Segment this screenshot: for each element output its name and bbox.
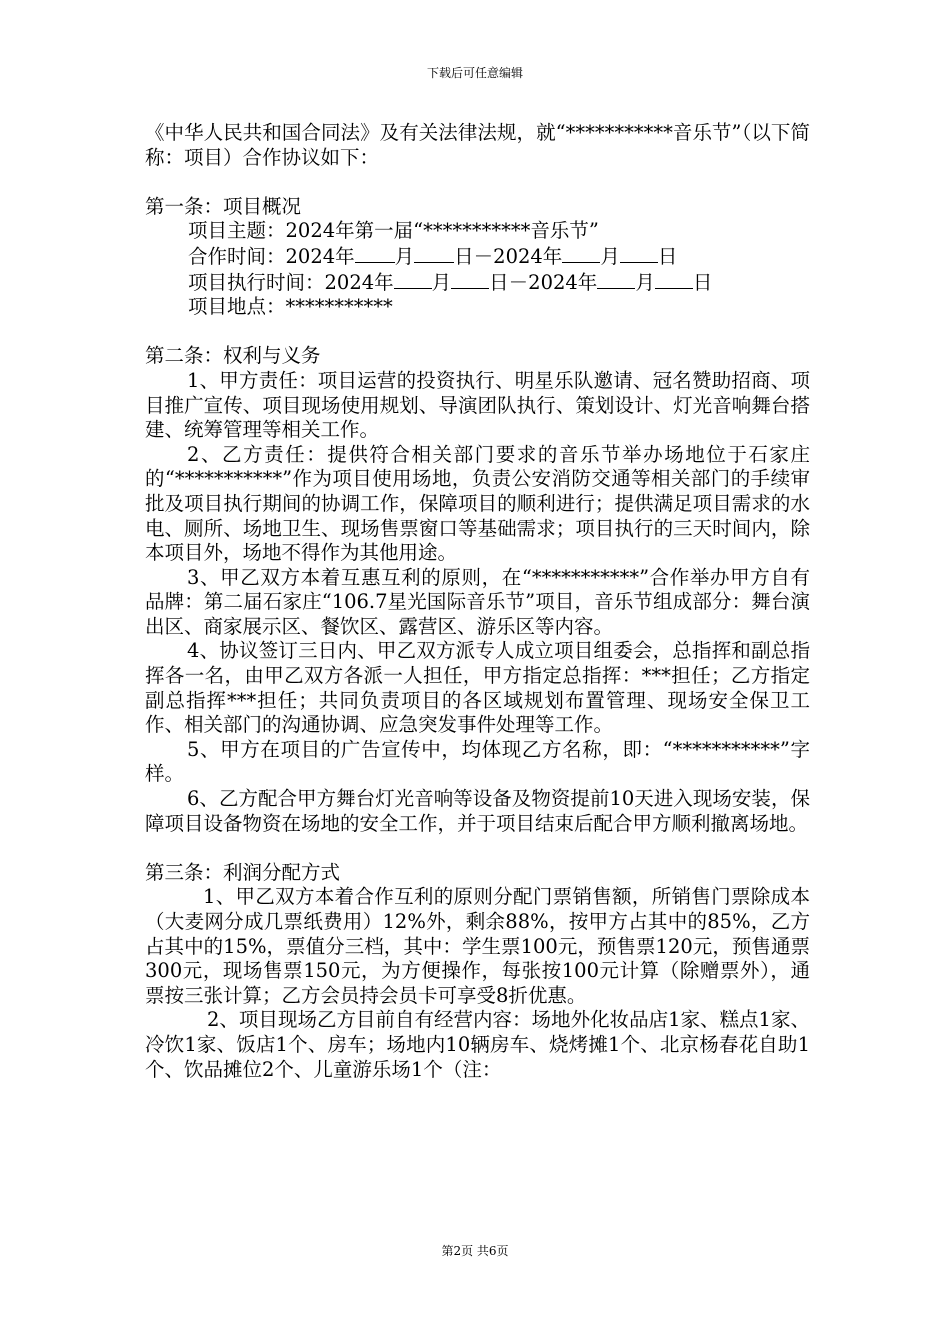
- cooperation-time-label: 合作时间：: [188, 244, 286, 268]
- blank-line: [355, 244, 395, 263]
- execution-time: 项目执行时间：2024年 月 日－2024年 月 日: [188, 270, 713, 294]
- intro-paragraph: 《中华人民共和国合同法》及有关法律法规，就“***********音乐节”（以下简称：项目）合作协议如下：: [145, 121, 810, 169]
- page-footer: 第2页 共6页: [441, 1244, 509, 1258]
- article-3-item: 2、项目现场乙方目前自有经营内容：场地外化妆品店1家、糕点1家、冷饮1家、饭店1个、房车；场地内10辆房车、烧烤摊1个、北京杨春花自助1个、饮品摊位2个、儿童游乐场1个（注：: [145, 1008, 810, 1081]
- blank-line: [655, 270, 693, 289]
- blank-line: [394, 270, 432, 289]
- article-2-item: 6、乙方配合甲方舞台灯光音响等设备及物资提前10天进入现场安装，保障项目设备物资在场地的安全工作，并于项目结束后配合甲方顺利撤离场地。: [145, 787, 810, 835]
- article-2-item: 4、协议签订三日内、甲乙双方派专人成立项目组委会，总指挥和副总指挥各一名，由甲乙双方各派一人担任，甲方指定总指挥：***担任；乙方指定副总指挥***担任；共同负责项目的各区域规划布置管理、现场安全保卫工作、相关部门的沟通协调、应急突发事件处理等工作。: [145, 639, 810, 737]
- blank-line: [562, 244, 600, 263]
- article-1-heading: 第一条：项目概况: [145, 194, 302, 218]
- blank-line: [451, 270, 489, 289]
- execution-time-label: 项目执行时间：: [188, 270, 325, 294]
- project-theme: 项目主题：2024年第一届“***********音乐节”: [188, 219, 599, 243]
- article-2-item: 3、甲乙双方本着互惠互利的原则，在“***********”合作举办甲方自有品牌：第二届石家庄“106.7星光国际音乐节”项目，音乐节组成部分：舞台演出区、商家展示区、餐饮区、露营区、游乐区等内容。: [145, 565, 810, 638]
- blank-line: [597, 270, 635, 289]
- cooperation-time: 合作时间：2024年 月 日－2024年 月 日: [188, 244, 678, 268]
- blank-line: [620, 244, 658, 263]
- article-2-item: 2、乙方责任：提供符合相关部门要求的音乐节举办场地位于石家庄的“***********”作为项目使用场地，负责公安消防交通等相关部门的手续审批及项目执行期间的协调工作，保障项目的顺利进行；提供满足项目需求的水电、厕所、场地卫生、现场售票窗口等基础需求；项目执行的三天时间内，除本项目外，场地不得作为其他用途。: [145, 442, 810, 565]
- blank-line: [414, 244, 454, 263]
- article-2-item: 1、甲方责任：项目运营的投资执行、明星乐队邀请、冠名赞助招商、项目推广宣传、项目现场使用规划、导演团队执行、策划设计、灯光音响舞台搭建、统筹管理等相关工作。: [145, 368, 810, 442]
- article-3-item: 1、甲乙双方本着合作互利的原则分配门票销售额，所销售门票除成本（大麦网分成几票纸费用）12%外，剩余88%，按甲方占其中的85%，乙方占其中的15%，票值分三档，其中：学生票100元，预售票120元，预售通票300元，现场售票150元，为方便操作，每张按100元计算（除赠票外），通票按三张计算；乙方会员持会员卡可享受8折优惠。: [145, 885, 810, 1007]
- article-2-item: 5、甲方在项目的广告宣传中，均体现乙方名称，即：“***********”字样。: [145, 737, 810, 786]
- article-2-heading: 第二条：权利与义务: [145, 344, 321, 368]
- page-header: 下载后可任意编辑: [426, 66, 523, 80]
- article-3-heading: 第三条：利润分配方式: [145, 860, 341, 884]
- document-body: [145, 121, 810, 1082]
- project-location: 项目地点：***********: [188, 295, 393, 319]
